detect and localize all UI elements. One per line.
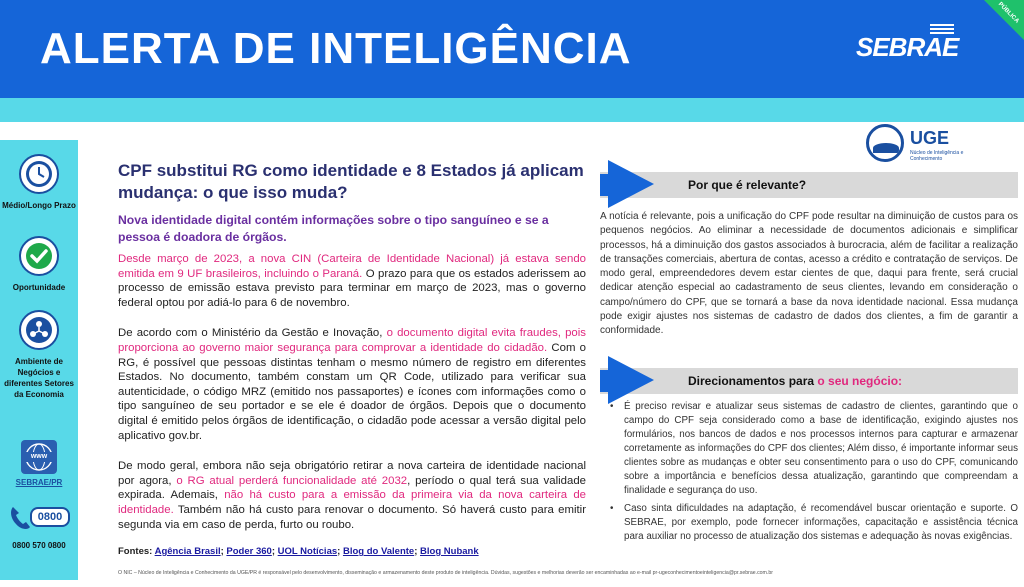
phone-icon[interactable] bbox=[8, 504, 70, 532]
source-link[interactable]: Blog Nubank bbox=[420, 546, 479, 557]
phone-badge: 0800 bbox=[30, 507, 70, 527]
sidebar-phone[interactable] bbox=[0, 504, 78, 551]
source-separator: ; bbox=[271, 546, 276, 557]
header-banner bbox=[0, 0, 1024, 98]
source-link[interactable]: Blog do Valente bbox=[342, 546, 415, 557]
logo-text: SEBRAE bbox=[856, 32, 959, 62]
source-link[interactable]: UOL Notícias bbox=[277, 546, 338, 557]
relevance-heading: Por que é relevante? bbox=[688, 178, 807, 192]
list-item: • É preciso revisar e atualizar seus sistemas de cadastro de clientes, garantindo que o campo do CPF seja considerado como a base de identificação, exigindo ajustes nos formulários, nos bancos de dados e nos processos internos para capturar e armazenar corretamente as informações do CPF dos clientes; Além disso, é importante informar seus clientes sobre as mudanças e obter seu consentimento para o uso do CPF, comunicando sobre a importância e benefícios dessa atualização, garantindo que compreendam a finalidade e segurança do uso. bbox=[600, 400, 1018, 498]
directions-heading bbox=[688, 374, 902, 388]
arrow-icon bbox=[608, 160, 654, 208]
paragraph-text: O prazo para que os estados aderissem ao processo de emissão estava previsto para terminar em março de 2023, mas o governo federal optou por adiá-lo para 6 de novembro. bbox=[118, 267, 586, 309]
sidebar-item-label: Oportunidade bbox=[12, 283, 66, 292]
highlight-text: o RG atual perderá funcionalidade até 2032 bbox=[176, 474, 408, 487]
sidebar-item-term bbox=[0, 154, 78, 211]
relevance-header bbox=[600, 160, 1018, 206]
header-bar bbox=[600, 172, 1018, 198]
sources bbox=[118, 546, 479, 557]
sources-label: Fontes: bbox=[118, 546, 153, 557]
relevance-body: A notícia é relevante, pois a unificação do CPF pode resultar na diminuição de custos para os pequenos negócios. Ao eliminar a necessidade de documentos adicionais e simplificar processos, há a diminuição dos gastos associados à burocracia, além de facilitar a realização de transações comerciais, abertura de contas, acesso a crédito e contratação de serviços. De modo geral, empreendedores devem estar cientes de que, daqui para frente, será crucial dedicar atenção especial ao cadastramento de seus clientes, levando em consideração o campo/número do CPF, que se tornará a base da nova identidade nacional. Essa mudança pode exigir ajustes nos sistemas de cadastro de dados dos clientes, a fim de garantir a conformidade. bbox=[600, 211, 1018, 337]
source-separator: ; bbox=[337, 546, 341, 557]
directions-body bbox=[600, 396, 1018, 544]
highlight-text: Desde março de 2023, a nova CIN (Carteira de Identidade Nacional) já estava sendo emitida em 9 UF brasileiros, incluindo o Paraná. bbox=[118, 253, 586, 280]
page-title: ALERTA DE INTELIGÊNCIA bbox=[40, 24, 632, 73]
accent-bar bbox=[0, 98, 1024, 122]
source-separator: ; bbox=[414, 546, 418, 557]
network-icon bbox=[19, 310, 59, 350]
phone-number: 0800 570 0800 bbox=[12, 541, 66, 550]
sidebar-item-scope bbox=[0, 310, 78, 400]
paragraph-text: Também não há custo para renovar o documento. Só haverá custo para emitir segunda via em caso de perda, furto ou roubo. bbox=[118, 503, 586, 531]
clock-icon bbox=[19, 154, 59, 194]
source-link[interactable]: Poder 360 bbox=[226, 546, 272, 557]
sidebar bbox=[0, 140, 78, 580]
website-link[interactable]: SEBRAE/PR bbox=[15, 478, 63, 487]
highlight-text: o documento digital evita fraudes, pois proporciona ao governo maior segurança para comprovar a identidade do cidadão. bbox=[118, 327, 586, 354]
list-item: • Caso sinta dificuldades na adaptação, é recomendável buscar orientação e suporte. O SEBRAE, por exemplo, pode fornecer informações, capacitação e assistência técnica para auxiliar no processo de atualização dos sistemas e adequação às novas exigências. bbox=[600, 502, 1018, 544]
sebrae-logo bbox=[852, 24, 964, 64]
www-badge: www bbox=[25, 452, 53, 462]
article-paragraph-3 bbox=[118, 459, 586, 532]
paragraph-text: , período o qual terá sua validade expirada. Ademais, bbox=[118, 474, 586, 502]
sidebar-website[interactable] bbox=[0, 440, 78, 487]
article-paragraph-1 bbox=[118, 252, 586, 310]
highlight-text: não há custo para a emissão da primeira via da nova carteira de identidade. bbox=[118, 489, 586, 516]
sidebar-item-type bbox=[0, 236, 78, 293]
heading-text: Direcionamentos para bbox=[688, 374, 818, 388]
paragraph-text: Com o RG, é possível que pessoas distintas tenham o mesmo número de registro em diferentes Estados. No documento, também constam um QR Code, utilizado para verificar sua autenticidade, o código MRZ (emitido nos passaportes) e ícones com informações como o tipo sanguíneo de seu portador e se ele é doador de órgãos. Depois que o documento digital é emitido pelos órgãos de identificação, o cidadão pode acessar a versão digital pelo aplicativo gov.br. bbox=[118, 341, 586, 442]
article bbox=[118, 160, 586, 532]
uge-emblem-icon bbox=[866, 124, 904, 162]
article-paragraph-2 bbox=[118, 326, 586, 443]
globe-www-icon[interactable] bbox=[21, 440, 57, 474]
sidebar-item-label: Médio/Longo Prazo bbox=[2, 201, 76, 210]
source-separator: ; bbox=[220, 546, 224, 557]
paragraph-text: De acordo com o Ministério da Gestão e Inovação, bbox=[118, 327, 387, 340]
heading-highlight: o seu negócio: bbox=[817, 374, 903, 388]
uge-name: UGE bbox=[910, 128, 950, 148]
footnote: O NIC – Núcleo de Inteligência e Conhecimento da UGE/PR é responsável pelo desenvolvimento, disseminação e armazenamento deste produto de inteligência. Dúvidas, sugestões e melhorias deverão ser encaminhadas ao e-mail pr-ugeconhecimentoeinteligencia@pr.sebrae.com.br bbox=[118, 570, 773, 576]
paragraph-text: De modo geral, embora não seja obrigatório retirar a nova carteira de identidade nacional por agora, bbox=[118, 460, 586, 487]
source-link[interactable]: Agência Brasil bbox=[154, 546, 221, 557]
uge-subtitle: Núcleo de Inteligência e Conhecimento bbox=[910, 150, 964, 162]
sidebar-item-label: Ambiente de Negócios e diferentes Setores da Economia bbox=[4, 357, 74, 399]
classification-tag: PÚBLICA bbox=[997, 1, 1021, 25]
article-title: CPF substitui RG como identidade e 8 Estados já aplicam mudança: o que isso muda? bbox=[118, 161, 584, 202]
check-icon bbox=[19, 236, 59, 276]
article-subtitle: Nova identidade digital contém informações sobre o tipo sanguíneo e se a pessoa é doadora de órgãos. bbox=[118, 213, 549, 244]
